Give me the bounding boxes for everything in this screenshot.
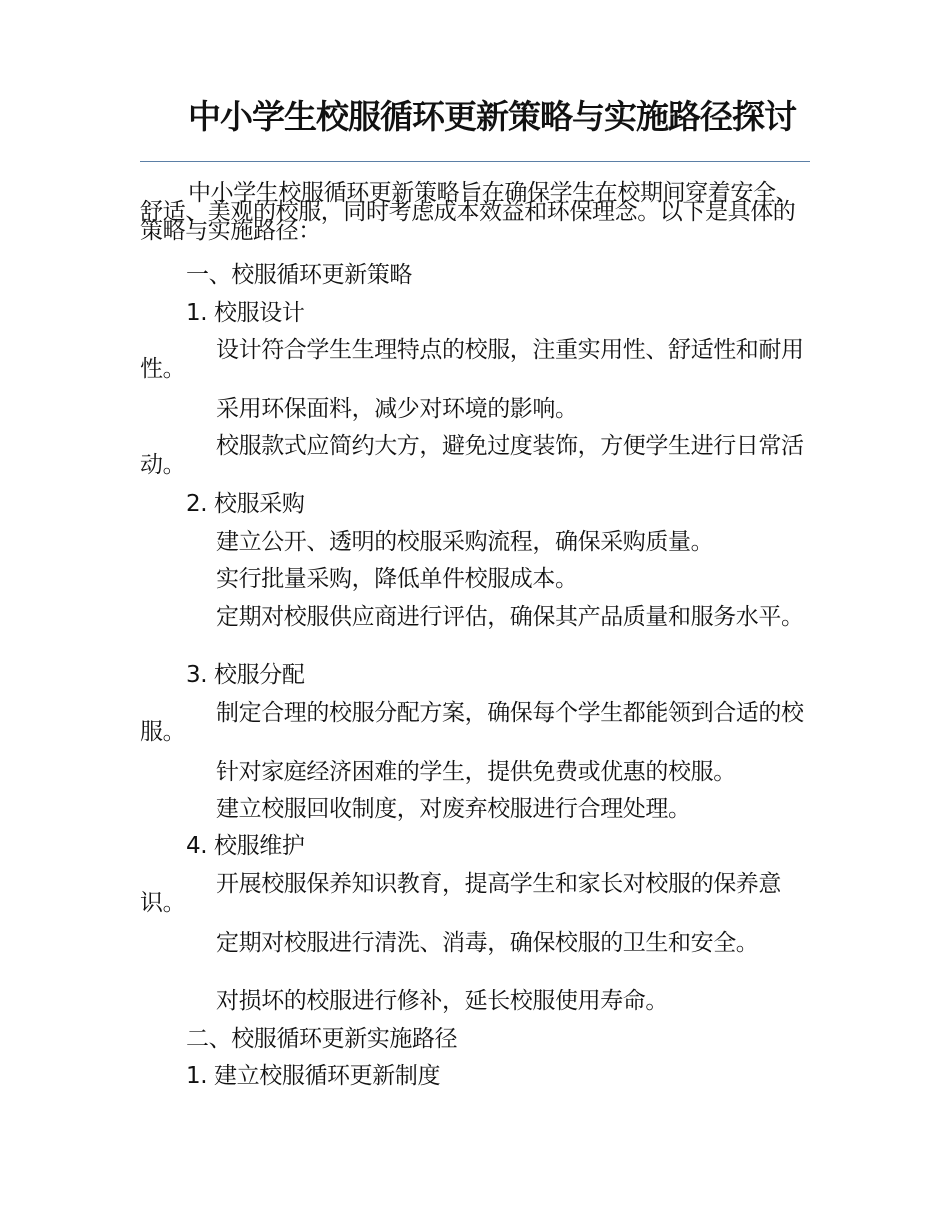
section-1-heading: 一、校服循环更新策略 [186,262,413,288]
list-item: 开展校服保养知识教育，提高学生和家长对校服的保养意识。 [140,871,782,916]
subsection-1-2-heading: 2. 校服采购 [186,491,305,517]
subsection-1-3-heading: 3. 校服分配 [186,662,305,688]
subsection-1-4-heading: 4. 校服维护 [186,833,305,859]
list-item: 定期对校服供应商进行评估，确保其产品质量和服务水平。 [216,604,804,630]
title-divider [140,161,810,162]
list-item: 制定合理的校服分配方案，确保每个学生都能领到合适的校服。 [140,700,804,745]
subsection-2-1-heading: 1. 建立校服循环更新制度 [186,1063,441,1089]
intro-paragraph: 中小学生校服循环更新策略旨在确保学生在校期间穿着安全、舒适、美观的校服，同时考虑成本效益和环保理念。以下是具体的策略与实施路径： [140,180,799,244]
section-2-heading: 二、校服循环更新实施路径 [186,1026,458,1052]
list-item: 校服款式应简约大方，避免过度装饰，方便学生进行日常活动。 [140,433,804,478]
list-item: 设计符合学生生理特点的校服，注重实用性、舒适性和耐用性。 [140,337,804,382]
document-title: 中小学生校服循环更新策略与实施路径探讨 [188,97,796,136]
list-item: 采用环保面料，减少对环境的影响。 [216,396,578,422]
list-item: 建立校服回收制度，对废弃校服进行合理处理。 [216,796,691,822]
list-item: 定期对校服进行清洗、消毒，确保校服的卫生和安全。 [216,930,759,956]
list-item: 针对家庭经济困难的学生，提供免费或优惠的校服。 [216,759,736,785]
document-page [140,0,810,1230]
subsection-1-1-heading: 1. 校服设计 [186,300,305,326]
list-item: 对损坏的校服进行修补，延长校服使用寿命。 [216,988,669,1014]
list-item: 建立公开、透明的校服采购流程，确保采购质量。 [216,529,714,555]
list-item: 实行批量采购，降低单件校服成本。 [216,566,578,592]
